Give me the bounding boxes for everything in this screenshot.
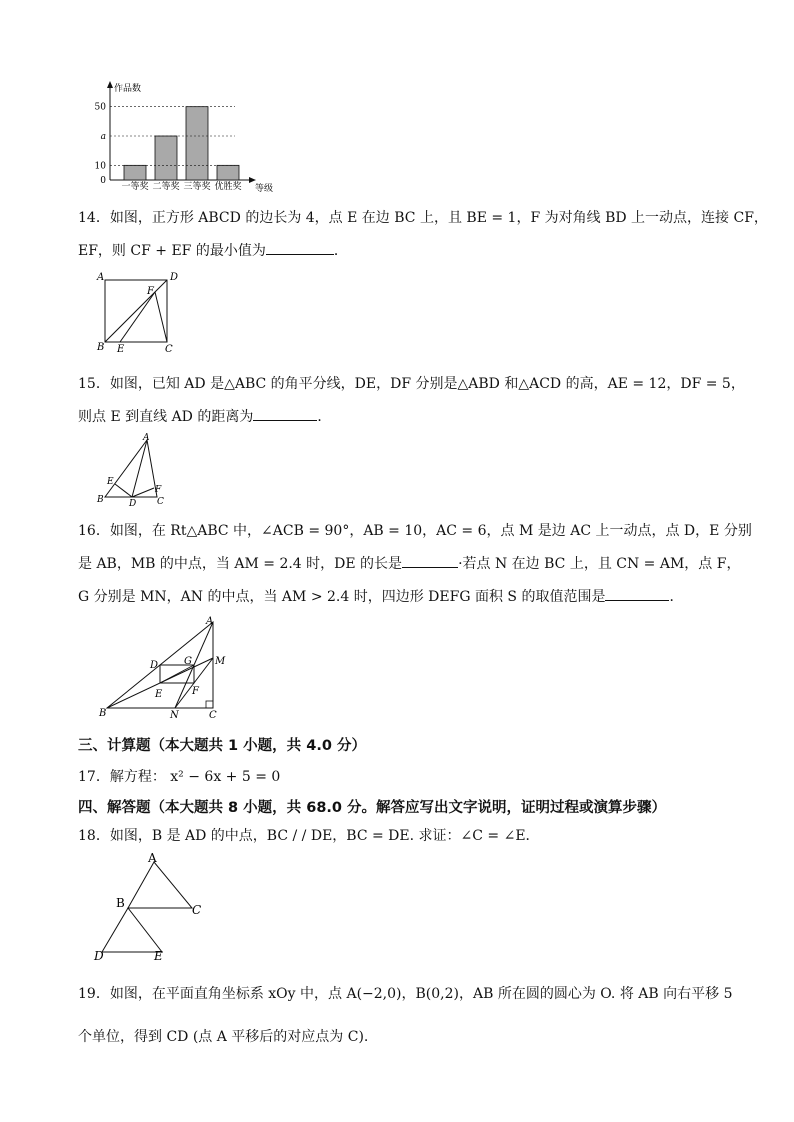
bar-3 xyxy=(217,165,239,180)
answer-blank xyxy=(266,240,334,255)
x-axis-arrow xyxy=(249,177,256,183)
label-C: C xyxy=(157,497,164,507)
bar-0 xyxy=(124,165,146,180)
q17-line: 17．解方程： x² − 6x + 5 = 0 xyxy=(78,769,281,785)
bar-2 xyxy=(186,107,208,180)
label-A: A xyxy=(148,851,157,865)
parallel-triangles-diagram xyxy=(88,850,218,962)
q15-line2: 则点 E 到直线 AD 的距离为 ． xyxy=(78,406,331,426)
triangle-bisector-diagram xyxy=(95,430,175,508)
x-tick-label: 优胜奖 xyxy=(214,182,242,192)
x-tick-label: 二等奖 xyxy=(152,182,180,192)
y-tick-label: 10 xyxy=(94,161,106,172)
y-tick-label: 0 xyxy=(100,176,106,186)
y-axis-label: 作品数 xyxy=(114,84,142,94)
label-D: D xyxy=(170,272,179,283)
right-triangle-diagram xyxy=(95,612,235,724)
q16-line3: G 分别是 MN，AN 的中点，当 AM > 2.4 时，四边形 DEFG 面积 S 的取值范围是 ． xyxy=(78,586,683,606)
section-3-heading: 三、计算题（本大题共 1 小题，共 4.0 分） xyxy=(78,738,366,754)
label-A: A xyxy=(206,616,214,627)
bar-1 xyxy=(155,136,177,180)
section-4-heading: 四、解答题（本大题共 8 小题，共 68.0 分。解答应写出文字说明，证明过程或演算步骤） xyxy=(78,800,667,816)
label-A: A xyxy=(143,433,150,443)
label-C: C xyxy=(192,903,202,917)
q16-line1: 16．如图，在 Rt△ABC 中，∠ACB = 90°，AB = 10，AC = 6，点 M 是边 AC 上一动点，点 D，E 分别 xyxy=(78,523,752,539)
y-tick-label: a xyxy=(100,132,106,142)
y-tick-label: 50 xyxy=(94,102,106,113)
q14-line2: EF，则 CF + EF 的最小值为 ． xyxy=(78,240,348,260)
answer-blank xyxy=(402,553,458,568)
label-D: D xyxy=(94,949,104,962)
q19-line2: 个单位，得到 CD (点 A 平移后的对应点为 C). xyxy=(78,1029,369,1045)
q16-line2: 是 AB，MB 的中点，当 AM = 2.4 时，DE 的长是 ·若点 N 在边 BC 上，且 CN = AM，点 F， xyxy=(78,553,740,573)
label-F: F xyxy=(155,485,162,495)
label-E: E xyxy=(154,949,163,962)
label-M: M xyxy=(215,656,226,667)
label-F: F xyxy=(147,286,154,297)
x-axis-label: 等级 xyxy=(255,184,274,194)
label-B: B xyxy=(99,708,107,719)
label-N: N xyxy=(170,710,179,721)
x-tick-label: 一等奖 xyxy=(121,182,149,192)
label-D: D xyxy=(150,660,159,671)
label-D: D xyxy=(129,499,137,508)
bar-chart xyxy=(85,78,285,198)
q19-line1: 19．如图，在平面直角坐标系 xOy 中，点 A(−2,0)，B(0,2)，AB 所在圆的圆心为 O. 将 AB 向右平移 5 xyxy=(78,986,733,1002)
square-diagram xyxy=(95,270,185,356)
label-B: B xyxy=(97,342,105,353)
y-axis-arrow xyxy=(107,81,113,88)
label-C: C xyxy=(165,344,173,355)
label-E: E xyxy=(155,689,163,700)
label-F: F xyxy=(192,686,199,697)
label-C: C xyxy=(209,710,217,721)
label-E: E xyxy=(117,344,125,355)
label-B: B xyxy=(116,896,125,910)
answer-blank xyxy=(605,586,669,601)
label-A: A xyxy=(97,272,105,283)
q18-line: 18．如图，B 是 AD 的中点，BC / / DE，BC = DE. 求证：∠C = ∠E． xyxy=(78,828,540,844)
answer-blank xyxy=(253,406,317,421)
label-B: B xyxy=(97,495,104,505)
label-G: G xyxy=(184,656,192,667)
x-tick-label: 三等奖 xyxy=(183,182,211,192)
label-E: E xyxy=(107,477,114,487)
q15-line1: 15．如图，已知 AD 是△ABC 的角平分线，DE，DF 分别是△ABD 和△ACD 的高，AE = 12，DF = 5， xyxy=(78,376,745,392)
q14-line1: 14．如图，正方形 ABCD 的边长为 4，点 E 在边 BC 上，且 BE = 1，F 为对角线 BD 上一动点，连接 CF， xyxy=(78,210,768,226)
